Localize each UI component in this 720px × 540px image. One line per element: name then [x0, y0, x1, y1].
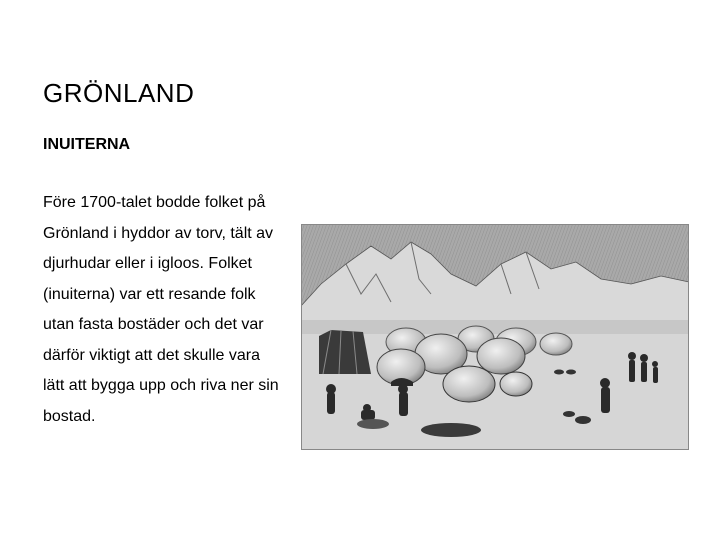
engraving-image	[301, 224, 689, 450]
igloo	[500, 372, 532, 396]
igloo	[443, 366, 495, 402]
body-paragraph: Före 1700-talet bodde folket på Grönland i hyddor av torv, tält av djurhudar eller i igloos. Folket (inuiterna) var ett resande folk utan fasta bostäder och det var därför viktigt att det skulle vara lätt att bygga upp och riva ner sin bostad.	[43, 194, 279, 425]
seal	[421, 423, 481, 437]
section-heading: INUITERNA	[43, 136, 131, 153]
igloo	[477, 338, 525, 374]
igloo-settlement-engraving	[301, 224, 689, 450]
igloo	[540, 333, 572, 355]
slide-title: GRÖNLAND	[43, 78, 195, 108]
